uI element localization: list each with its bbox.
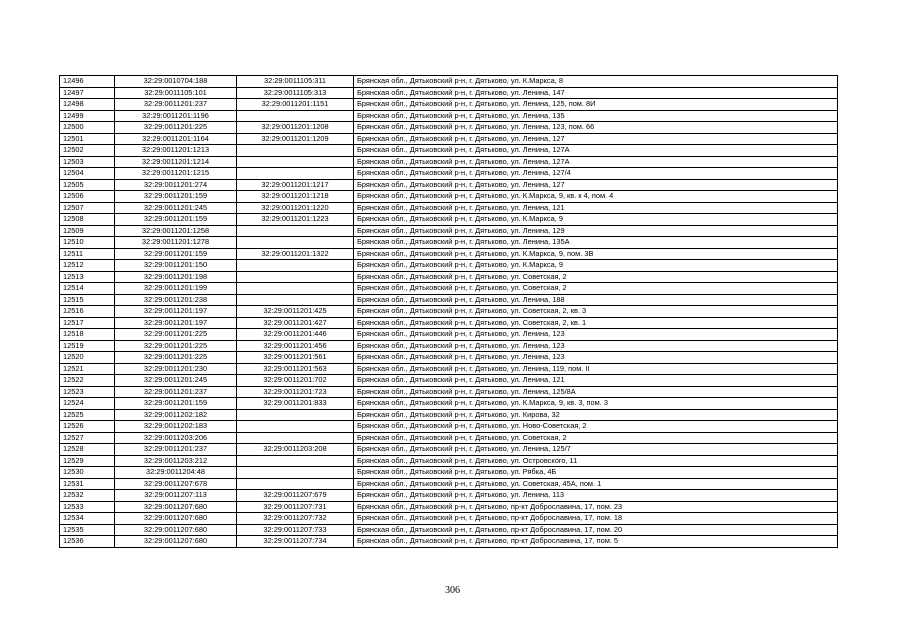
row-number-cell: 12516 bbox=[60, 306, 115, 318]
table-row bbox=[60, 122, 838, 134]
row-number-cell: 12532 bbox=[60, 490, 115, 502]
table-row bbox=[60, 444, 838, 456]
address-cell: Брянская обл., Дятьковский р-н, г. Дятьково, ул. Ленина, 127 bbox=[354, 179, 838, 191]
row-number-cell: 12522 bbox=[60, 375, 115, 387]
cadastral-number-cell bbox=[237, 271, 354, 283]
address-cell: Брянская обл., Дятьковский р-н, г. Дятьково, ул. Ленина, 123, пом. 66 bbox=[354, 122, 838, 134]
row-number-cell: 12511 bbox=[60, 248, 115, 260]
table-row bbox=[60, 225, 838, 237]
parent-cadastral-number-cell: 32:29:0011204:48 bbox=[115, 467, 237, 479]
parent-cadastral-number-cell: 32:29:0011201:197 bbox=[115, 306, 237, 318]
address-cell: Брянская обл., Дятьковский р-н, г. Дятьково, ул. К.Маркса, 9, пом. 3В bbox=[354, 248, 838, 260]
table-row bbox=[60, 145, 838, 157]
table-row bbox=[60, 214, 838, 226]
cadastral-number-cell: 32:29:0011201:425 bbox=[237, 306, 354, 318]
parent-cadastral-number-cell: 32:29:0011201:237 bbox=[115, 444, 237, 456]
parent-cadastral-number-cell: 32:29:0011201:274 bbox=[115, 179, 237, 191]
address-cell: Брянская обл., Дятьковский р-н, г. Дятьково, ул. Ленина, 135А bbox=[354, 237, 838, 249]
parent-cadastral-number-cell: 32:29:0011201:1196 bbox=[115, 110, 237, 122]
row-number-cell: 12536 bbox=[60, 536, 115, 548]
row-number-cell: 12513 bbox=[60, 271, 115, 283]
cadastral-number-cell bbox=[237, 432, 354, 444]
cadastral-number-cell: 32:29:0011207:679 bbox=[237, 490, 354, 502]
row-number-cell: 12528 bbox=[60, 444, 115, 456]
cadastral-number-cell bbox=[237, 260, 354, 272]
parent-cadastral-number-cell: 32:29:0011202:183 bbox=[115, 421, 237, 433]
cadastral-number-cell bbox=[237, 467, 354, 479]
table-row bbox=[60, 294, 838, 306]
cadastral-number-cell bbox=[237, 455, 354, 467]
cadastral-number-cell: 32:29:0011201:833 bbox=[237, 398, 354, 410]
address-cell: Брянская обл., Дятьковский р-н, г. Дятьково, ул. К.Маркса, 9, кв. к 4, пом. 4 bbox=[354, 191, 838, 203]
parent-cadastral-number-cell: 32:29:0011201:225 bbox=[115, 122, 237, 134]
parent-cadastral-number-cell: 32:29:0011201:1213 bbox=[115, 145, 237, 157]
row-number-cell: 12519 bbox=[60, 340, 115, 352]
table-row bbox=[60, 133, 838, 145]
table-row bbox=[60, 490, 838, 502]
cadastral-number-cell bbox=[237, 168, 354, 180]
address-cell: Брянская обл., Дятьковский р-н, г. Дятьково, ул. Ленина, 129 bbox=[354, 225, 838, 237]
table-row bbox=[60, 191, 838, 203]
parent-cadastral-number-cell: 32:29:0011207:678 bbox=[115, 478, 237, 490]
table-row bbox=[60, 317, 838, 329]
address-cell: Брянская обл., Дятьковский р-н, г. Дятьково, ул. К.Маркса, 9, кв. 3, пом. 3 bbox=[354, 398, 838, 410]
cadastral-number-cell: 32:29:0011201:1151 bbox=[237, 99, 354, 111]
cadastral-number-cell: 32:29:0011201:1218 bbox=[237, 191, 354, 203]
cadastral-number-cell: 32:29:0011201:1322 bbox=[237, 248, 354, 260]
parent-cadastral-number-cell: 32:29:0011201:199 bbox=[115, 283, 237, 295]
row-number-cell: 12533 bbox=[60, 501, 115, 513]
parent-cadastral-number-cell: 32:29:0011201:1278 bbox=[115, 237, 237, 249]
parent-cadastral-number-cell: 32:29:0011201:198 bbox=[115, 271, 237, 283]
row-number-cell: 12531 bbox=[60, 478, 115, 490]
address-cell: Брянская обл., Дятьковский р-н, г. Дятьково, ул. Советская, 2 bbox=[354, 283, 838, 295]
address-cell: Брянская обл., Дятьковский р-н, г. Дятьково, ул. Ленина, 188 bbox=[354, 294, 838, 306]
address-cell: Брянская обл., Дятьковский р-н, г. Дятьково, ул. Ленина, 121 bbox=[354, 202, 838, 214]
parent-cadastral-number-cell: 32:29:0011105:101 bbox=[115, 87, 237, 99]
cadastral-number-cell bbox=[237, 283, 354, 295]
cadastral-table-container bbox=[59, 75, 838, 548]
table-row bbox=[60, 536, 838, 548]
row-number-cell: 12505 bbox=[60, 179, 115, 191]
table-row bbox=[60, 421, 838, 433]
parent-cadastral-number-cell: 32:29:0011207:113 bbox=[115, 490, 237, 502]
table-row bbox=[60, 76, 838, 88]
table-row bbox=[60, 99, 838, 111]
table-row bbox=[60, 363, 838, 375]
address-cell: Брянская обл., Дятьковский р-н, г. Дятьково, ул. Островского, 11 bbox=[354, 455, 838, 467]
cadastral-number-cell bbox=[237, 156, 354, 168]
address-cell: Брянская обл., Дятьковский р-н, г. Дятьково, пр-кт Доброславина, 17, пом. 20 bbox=[354, 524, 838, 536]
parent-cadastral-number-cell: 32:29:0011207:680 bbox=[115, 513, 237, 525]
cadastral-number-cell bbox=[237, 145, 354, 157]
cadastral-number-cell: 32:29:0011201:1209 bbox=[237, 133, 354, 145]
row-number-cell: 12508 bbox=[60, 214, 115, 226]
address-cell: Брянская обл., Дятьковский р-н, г. Дятьково, ул. Ново-Советская, 2 bbox=[354, 421, 838, 433]
row-number-cell: 12526 bbox=[60, 421, 115, 433]
table-row bbox=[60, 306, 838, 318]
parent-cadastral-number-cell: 32:29:0011201:225 bbox=[115, 352, 237, 364]
row-number-cell: 12530 bbox=[60, 467, 115, 479]
table-row bbox=[60, 202, 838, 214]
row-number-cell: 12509 bbox=[60, 225, 115, 237]
cadastral-number-cell: 32:29:0011201:1220 bbox=[237, 202, 354, 214]
address-cell: Брянская обл., Дятьковский р-н, г. Дятьково, ул. Ленина, 127/4 bbox=[354, 168, 838, 180]
parent-cadastral-number-cell: 32:29:0011201:237 bbox=[115, 99, 237, 111]
row-number-cell: 12521 bbox=[60, 363, 115, 375]
row-number-cell: 12497 bbox=[60, 87, 115, 99]
row-number-cell: 12527 bbox=[60, 432, 115, 444]
page-number: 306 bbox=[445, 585, 460, 596]
cadastral-number-cell: 32:29:0011207:732 bbox=[237, 513, 354, 525]
row-number-cell: 12518 bbox=[60, 329, 115, 341]
parent-cadastral-number-cell: 32:29:0011201:159 bbox=[115, 191, 237, 203]
table-row bbox=[60, 501, 838, 513]
cadastral-number-cell bbox=[237, 225, 354, 237]
address-cell: Брянская обл., Дятьковский р-н, г. Дятьково, пр-кт Доброславина, 17, пом. 5 bbox=[354, 536, 838, 548]
address-cell: Брянская обл., Дятьковский р-н, г. Дятьково, ул. Советская, 2, кв. 1 bbox=[354, 317, 838, 329]
row-number-cell: 12524 bbox=[60, 398, 115, 410]
table-row bbox=[60, 467, 838, 479]
address-cell: Брянская обл., Дятьковский р-н, г. Дятьково, ул. Ленина, 123 bbox=[354, 329, 838, 341]
cadastral-number-cell bbox=[237, 421, 354, 433]
cadastral-table bbox=[59, 75, 838, 548]
table-row bbox=[60, 375, 838, 387]
parent-cadastral-number-cell: 32:29:0011201:238 bbox=[115, 294, 237, 306]
row-number-cell: 12515 bbox=[60, 294, 115, 306]
row-number-cell: 12496 bbox=[60, 76, 115, 88]
address-cell: Брянская обл., Дятьковский р-н, г. Дятьково, ул. К.Маркса, 9 bbox=[354, 260, 838, 272]
table-row bbox=[60, 352, 838, 364]
table-row bbox=[60, 329, 838, 341]
address-cell: Брянская обл., Дятьковский р-н, г. Дятьково, ул. К.Маркса, 9 bbox=[354, 214, 838, 226]
address-cell: Брянская обл., Дятьковский р-н, г. Дятьково, ул. Советская, 2 bbox=[354, 432, 838, 444]
cadastral-number-cell: 32:29:0011207:733 bbox=[237, 524, 354, 536]
cadastral-number-cell: 32:29:0011207:731 bbox=[237, 501, 354, 513]
table-row bbox=[60, 455, 838, 467]
parent-cadastral-number-cell: 32:29:0011201:225 bbox=[115, 329, 237, 341]
address-cell: Брянская обл., Дятьковский р-н, г. Дятьково, ул. Ленина, 123 bbox=[354, 352, 838, 364]
address-cell: Брянская обл., Дятьковский р-н, г. Дятьково, ул. Ленина, 125/8А bbox=[354, 386, 838, 398]
cadastral-number-cell: 32:29:0011201:1217 bbox=[237, 179, 354, 191]
table-row bbox=[60, 271, 838, 283]
address-cell: Брянская обл., Дятьковский р-н, г. Дятьково, ул. Ленина, 127А bbox=[354, 156, 838, 168]
row-number-cell: 12523 bbox=[60, 386, 115, 398]
parent-cadastral-number-cell: 32:29:0011201:245 bbox=[115, 202, 237, 214]
row-number-cell: 12506 bbox=[60, 191, 115, 203]
parent-cadastral-number-cell: 32:29:0011201:159 bbox=[115, 398, 237, 410]
row-number-cell: 12499 bbox=[60, 110, 115, 122]
row-number-cell: 12534 bbox=[60, 513, 115, 525]
cadastral-number-cell: 32:29:0011201:561 bbox=[237, 352, 354, 364]
cadastral-number-cell: 32:29:0011201:446 bbox=[237, 329, 354, 341]
cadastral-number-cell: 32:29:0011201:723 bbox=[237, 386, 354, 398]
row-number-cell: 12517 bbox=[60, 317, 115, 329]
parent-cadastral-number-cell: 32:29:0011201:225 bbox=[115, 340, 237, 352]
address-cell: Брянская обл., Дятьковский р-н, г. Дятьково, ул. Ленина, 125/7 bbox=[354, 444, 838, 456]
parent-cadastral-number-cell: 32:29:0011201:245 bbox=[115, 375, 237, 387]
cadastral-number-cell: 32:29:0011201:456 bbox=[237, 340, 354, 352]
table-row bbox=[60, 237, 838, 249]
cadastral-number-cell bbox=[237, 409, 354, 421]
cadastral-number-cell bbox=[237, 294, 354, 306]
address-cell: Брянская обл., Дятьковский р-н, г. Дятьково, ул. Ленина, 127А bbox=[354, 145, 838, 157]
parent-cadastral-number-cell: 32:29:0011201:159 bbox=[115, 248, 237, 260]
address-cell: Брянская обл., Дятьковский р-н, г. Дятьково, ул. К.Маркса, 8 bbox=[354, 76, 838, 88]
cadastral-number-cell: 32:29:0011105:313 bbox=[237, 87, 354, 99]
parent-cadastral-number-cell: 32:29:0011201:150 bbox=[115, 260, 237, 272]
address-cell: Брянская обл., Дятьковский р-н, г. Дятьково, ул. Ленина, 127 bbox=[354, 133, 838, 145]
parent-cadastral-number-cell: 32:29:0011201:197 bbox=[115, 317, 237, 329]
parent-cadastral-number-cell: 32:29:0011201:1215 bbox=[115, 168, 237, 180]
address-cell: Брянская обл., Дятьковский р-н, г. Дятьково, ул. Советская, 2, кв. 3 bbox=[354, 306, 838, 318]
table-row bbox=[60, 283, 838, 295]
row-number-cell: 12529 bbox=[60, 455, 115, 467]
address-cell: Брянская обл., Дятьковский р-н, г. Дятьково, ул. Ленина, 147 bbox=[354, 87, 838, 99]
table-row bbox=[60, 156, 838, 168]
table-row bbox=[60, 260, 838, 272]
parent-cadastral-number-cell: 32:29:0011201:230 bbox=[115, 363, 237, 375]
address-cell: Брянская обл., Дятьковский р-н, г. Дятьково, ул. Ленина, 123 bbox=[354, 340, 838, 352]
row-number-cell: 12502 bbox=[60, 145, 115, 157]
parent-cadastral-number-cell: 32:29:0011201:1214 bbox=[115, 156, 237, 168]
table-row bbox=[60, 524, 838, 536]
parent-cadastral-number-cell: 32:29:0011201:1164 bbox=[115, 133, 237, 145]
cadastral-number-cell: 32:29:0011207:734 bbox=[237, 536, 354, 548]
address-cell: Брянская обл., Дятьковский р-н, г. Дятьково, ул. Рябка, 4Б bbox=[354, 467, 838, 479]
parent-cadastral-number-cell: 32:29:0011201:1258 bbox=[115, 225, 237, 237]
table-row bbox=[60, 110, 838, 122]
cadastral-number-cell: 32:29:0011201:427 bbox=[237, 317, 354, 329]
table-row bbox=[60, 386, 838, 398]
table-row bbox=[60, 432, 838, 444]
table-row bbox=[60, 168, 838, 180]
table-row bbox=[60, 398, 838, 410]
cadastral-number-cell bbox=[237, 110, 354, 122]
cadastral-number-cell: 32:29:0011201:1208 bbox=[237, 122, 354, 134]
address-cell: Брянская обл., Дятьковский р-н, г. Дятьково, ул. Советская, 2 bbox=[354, 271, 838, 283]
parent-cadastral-number-cell: 32:29:0011207:680 bbox=[115, 501, 237, 513]
cadastral-number-cell: 32:29:0011203:208 bbox=[237, 444, 354, 456]
parent-cadastral-number-cell: 32:29:0011203:212 bbox=[115, 455, 237, 467]
parent-cadastral-number-cell: 32:29:0011203:206 bbox=[115, 432, 237, 444]
row-number-cell: 12501 bbox=[60, 133, 115, 145]
table-row bbox=[60, 340, 838, 352]
address-cell: Брянская обл., Дятьковский р-н, г. Дятьково, пр-кт Доброславина, 17, пом. 18 bbox=[354, 513, 838, 525]
parent-cadastral-number-cell: 32:29:0011202:182 bbox=[115, 409, 237, 421]
row-number-cell: 12504 bbox=[60, 168, 115, 180]
table-row bbox=[60, 409, 838, 421]
cadastral-number-cell: 32:29:0011201:563 bbox=[237, 363, 354, 375]
row-number-cell: 12510 bbox=[60, 237, 115, 249]
address-cell: Брянская обл., Дятьковский р-н, г. Дятьково, ул. Ленина, 119, пом. II bbox=[354, 363, 838, 375]
row-number-cell: 12507 bbox=[60, 202, 115, 214]
cadastral-number-cell: 32:29:0011105:311 bbox=[237, 76, 354, 88]
row-number-cell: 12520 bbox=[60, 352, 115, 364]
cadastral-number-cell bbox=[237, 237, 354, 249]
address-cell: Брянская обл., Дятьковский р-н, г. Дятьково, пр-кт Доброславина, 17, пом. 23 bbox=[354, 501, 838, 513]
cadastral-number-cell: 32:29:0011201:1223 bbox=[237, 214, 354, 226]
parent-cadastral-number-cell: 32:29:0011207:680 bbox=[115, 536, 237, 548]
address-cell: Брянская обл., Дятьковский р-н, г. Дятьково, ул. Ленина, 125, пом. 8И bbox=[354, 99, 838, 111]
address-cell: Брянская обл., Дятьковский р-н, г. Дятьково, ул. Ленина, 135 bbox=[354, 110, 838, 122]
row-number-cell: 12535 bbox=[60, 524, 115, 536]
parent-cadastral-number-cell: 32:29:0011201:159 bbox=[115, 214, 237, 226]
address-cell: Брянская обл., Дятьковский р-н, г. Дятьково, ул. Кирова, 32 bbox=[354, 409, 838, 421]
address-cell: Брянская обл., Дятьковский р-н, г. Дятьково, ул. Ленина, 113 bbox=[354, 490, 838, 502]
parent-cadastral-number-cell: 32:29:0011201:237 bbox=[115, 386, 237, 398]
table-row bbox=[60, 513, 838, 525]
table-row bbox=[60, 87, 838, 99]
row-number-cell: 12498 bbox=[60, 99, 115, 111]
cadastral-number-cell bbox=[237, 478, 354, 490]
row-number-cell: 12514 bbox=[60, 283, 115, 295]
parent-cadastral-number-cell: 32:29:0011207:680 bbox=[115, 524, 237, 536]
table-row bbox=[60, 179, 838, 191]
address-cell: Брянская обл., Дятьковский р-н, г. Дятьково, ул. Ленина, 121 bbox=[354, 375, 838, 387]
row-number-cell: 12525 bbox=[60, 409, 115, 421]
cadastral-table-body bbox=[60, 76, 838, 548]
table-row bbox=[60, 478, 838, 490]
cadastral-number-cell: 32:29:0011201:702 bbox=[237, 375, 354, 387]
row-number-cell: 12512 bbox=[60, 260, 115, 272]
address-cell: Брянская обл., Дятьковский р-н, г. Дятьково, ул. Советская, 45А, пом. 1 bbox=[354, 478, 838, 490]
parent-cadastral-number-cell: 32:29:0010704:188 bbox=[115, 76, 237, 88]
row-number-cell: 12500 bbox=[60, 122, 115, 134]
row-number-cell: 12503 bbox=[60, 156, 115, 168]
table-row bbox=[60, 248, 838, 260]
